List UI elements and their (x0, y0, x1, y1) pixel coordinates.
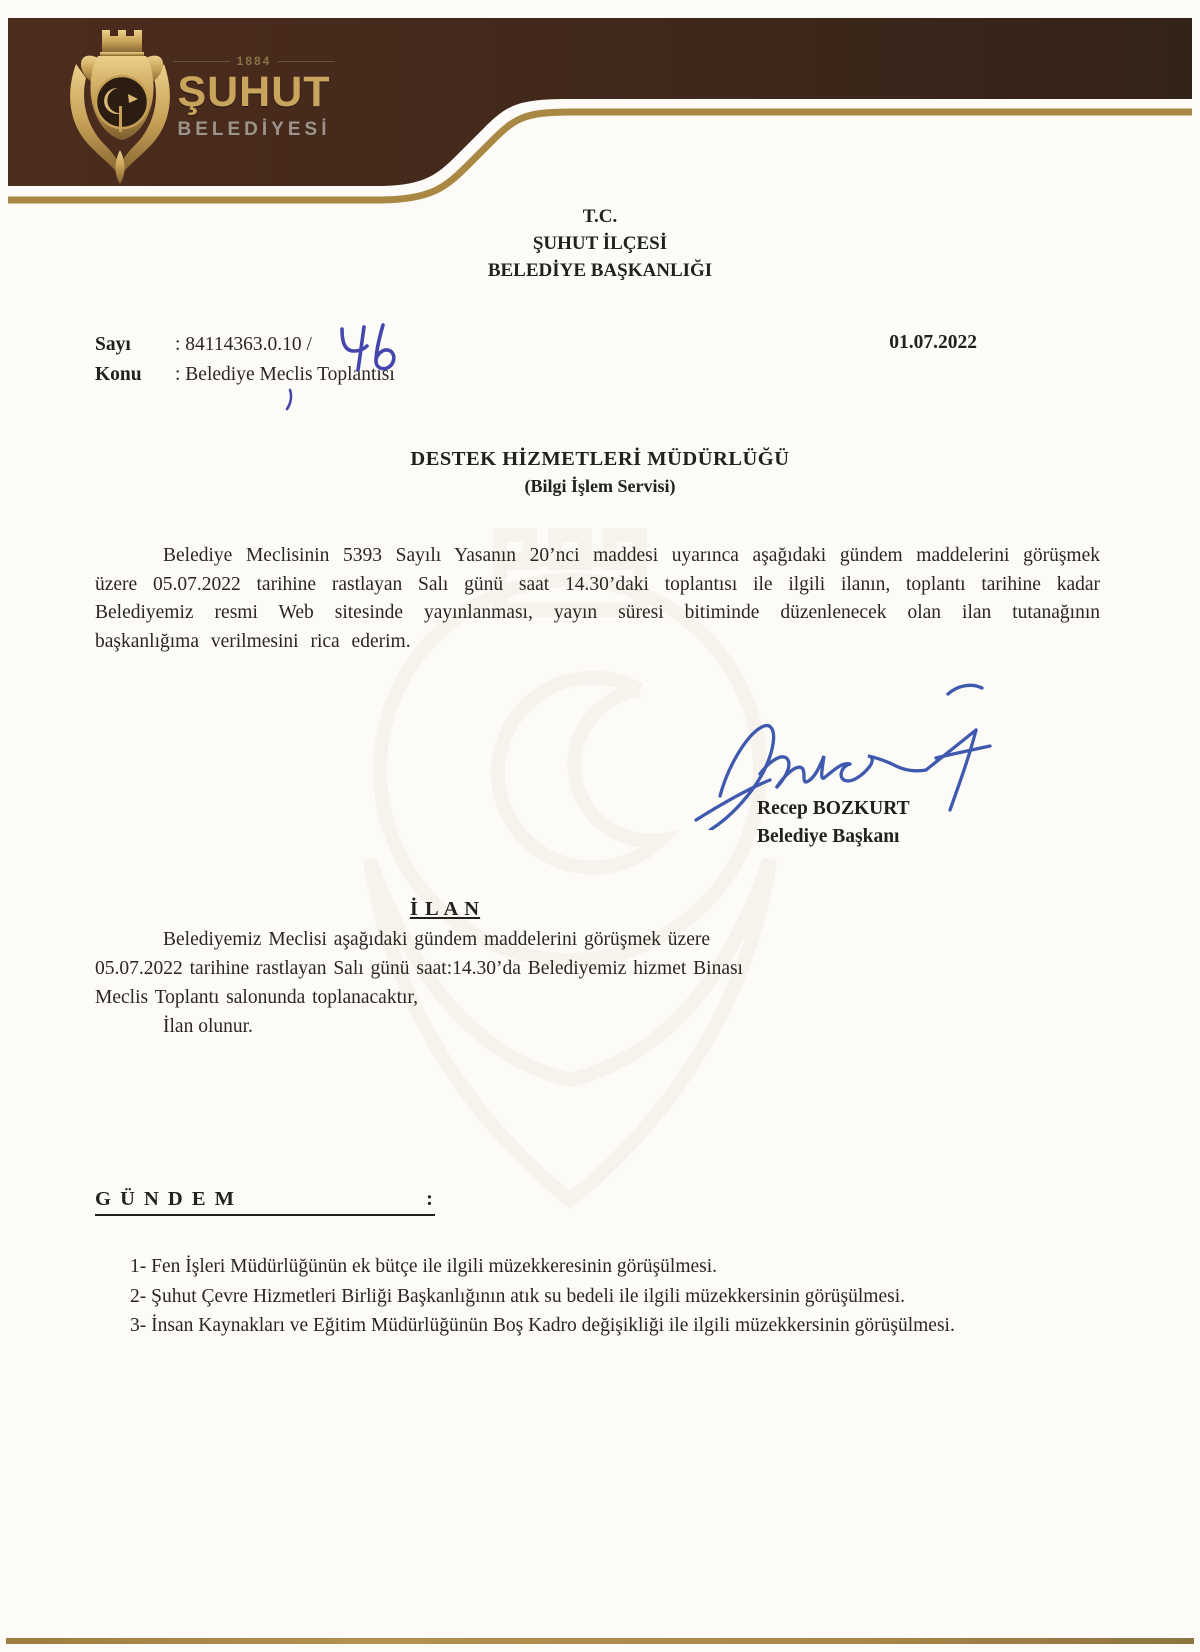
signature-block (690, 660, 1020, 875)
gundem-heading-row (95, 1188, 435, 1216)
brand-year: 1884 (236, 54, 272, 68)
handwritten-tick (284, 388, 296, 412)
letterhead-district: ŞUHUT İLÇESİ (532, 233, 668, 254)
brand-rule-left (173, 61, 230, 62)
letterhead-mayoralty: BELEDİYE BAŞKANLIĞI (487, 260, 713, 281)
brand-year-row (173, 54, 335, 68)
body-paragraph: Belediye Meclisinin 5393 Sayılı Yasanın 20’nci maddesi uyarınca aşağıdaki gündem maddelerini görüşmek üzere 05.07.2022 tarihine rastlayan Salı günü saat 14.30’daki toplantısı ile ilgili ilanın, toplantı tarihine kadar Belediyemiz resmi Web sitesinde yayınlanması, yayın süresi bitiminde düzenlenecek olan ilan tutanağının başkanlığıma verilmesini rica ederim. (95, 545, 1100, 652)
gundem-item-3: 3- İnsan Kaynakları ve Eğitim Müdürlüğünün Boş Kadro değişikliği ile ilgili müzekkersinin görüşülmesi. (130, 1315, 955, 1336)
signer-title: Belediye Başkanı (757, 826, 900, 847)
signer-name: Recep BOZKURT (757, 798, 910, 819)
letterhead-tc: T.C. (582, 206, 618, 227)
gundem-item-1: 1- Fen İşleri Müdürlüğünün ek bütçe ile ilgili müzekkeresinin görüşülmesi. (130, 1256, 718, 1277)
brand-rule-right (278, 61, 335, 62)
konu-row (95, 360, 1105, 390)
ilan-paragraph: Belediyemiz Meclisi aşağıdaki gündem maddelerini görüşmek üzere 05.07.2022 tarihine rastlayan Salı günü saat:14.30’da Belediyemiz hizmet Binası Meclis Toplantı salonunda toplanacaktır, (95, 929, 743, 1008)
ilan-closing: İlan olunur. (163, 1016, 253, 1037)
department-subtitle: (Bilgi İşlem Servisi) (524, 476, 676, 496)
handwritten-number-46 (333, 322, 401, 376)
gundem-colon: : (426, 1188, 435, 1210)
sayi-value: : 84114363.0.10 / (175, 334, 312, 355)
footer-gold-line (6, 1638, 1194, 1644)
ilan-heading: İ L A N (409, 898, 481, 920)
brand-name: ŞUHUT (177, 68, 331, 116)
gundem-heading: G Ü N D E M (95, 1188, 237, 1210)
brand-subtitle: BELEDİYESİ (177, 119, 331, 140)
konu-label: Konu (95, 364, 142, 385)
document-date: 01.07.2022 (889, 332, 977, 353)
department-title: DESTEK HİZMETLERİ MÜDÜRLÜĞÜ (410, 448, 790, 470)
sayi-label: Sayı (95, 334, 131, 355)
ilan-section (95, 898, 795, 1041)
department-heading (40, 448, 1160, 497)
konu-value: : Belediye Meclis Toplantısı (175, 364, 395, 385)
gundem-item-2: 2- Şuhut Çevre Hizmetleri Birliği Başkanlığının atık su bedeli ile ilgili müzekkersinin görüşülmesi. (130, 1285, 906, 1307)
gundem-list (95, 1252, 1007, 1341)
meta-block (95, 330, 1105, 390)
letterhead (40, 203, 1160, 284)
brand-wordmark (173, 54, 335, 141)
